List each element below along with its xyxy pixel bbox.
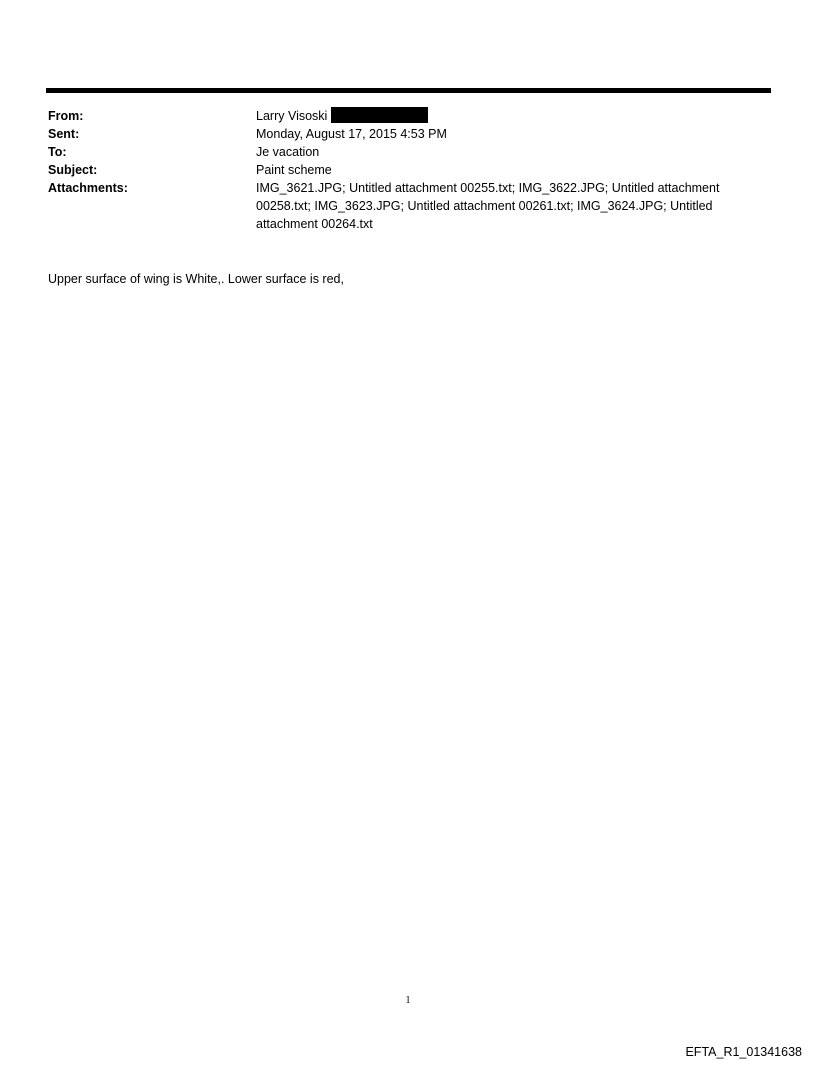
subject-value: Paint scheme	[256, 163, 332, 177]
to-row	[48, 143, 768, 161]
attachments-label: Attachments:	[48, 181, 128, 195]
sender-name: Larry Visoski	[256, 109, 328, 123]
sent-row	[48, 125, 768, 143]
to-label: To:	[48, 145, 67, 159]
sent-label: Sent:	[48, 127, 80, 141]
email-body: Upper surface of wing is White,. Lower surface is red,	[48, 272, 344, 286]
attachments-row	[48, 179, 768, 233]
from-row	[48, 107, 768, 125]
email-header	[48, 107, 768, 233]
to-value: Je vacation	[256, 145, 320, 159]
document-id: EFTA_R1_01341638	[685, 1045, 802, 1059]
subject-label: Subject:	[48, 163, 98, 177]
redaction-block	[331, 107, 428, 123]
from-value	[256, 107, 756, 125]
attachments-value: IMG_3621.JPG; Untitled attachment 00255.txt; IMG_3622.JPG; Untitled attachment 00258.txt; IMG_3623.JPG; Untitled attachment 00261.txt; IMG_3624.JPG; Untitled attachment 00264.txt	[256, 181, 720, 231]
from-label: From:	[48, 109, 84, 123]
page-number: 1	[405, 995, 411, 1006]
sent-value: Monday, August 17, 2015 4:53 PM	[256, 127, 447, 141]
subject-row	[48, 161, 768, 179]
header-rule	[46, 88, 771, 93]
